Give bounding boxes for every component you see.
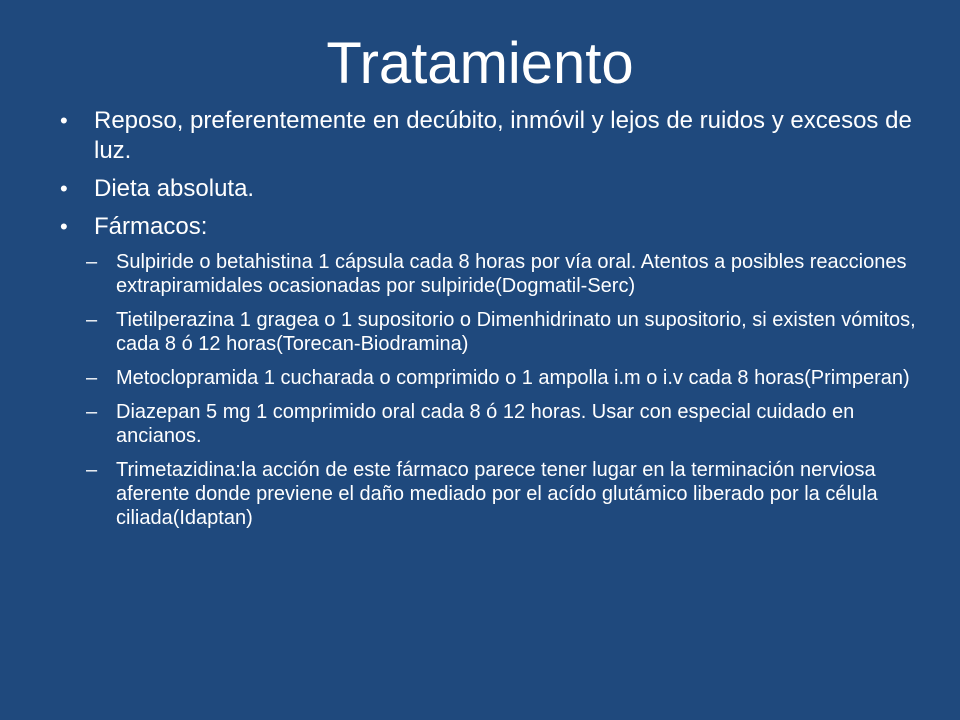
farmaco-item-tietilperazina [74,308,916,356]
farmaco-text: Diazepan 5 mg 1 comprimido oral cada 8 ó 12 horas. Usar con especial cuidado en ancianos. [116,401,855,447]
farmacos-sublist [86,250,916,530]
farmaco-text: Trimetazidina:la acción de este fármaco parece tener lugar en la terminación nerviosa aferente donde previene el daño mediado por el acído glutámico liberado por la célula ciliada(Idaptan) [116,459,878,529]
farmaco-text: Tietilperazina 1 gragea o 1 supositorio o Dimenhidrinato un supositorio, si existen vómitos, cada 8 ó 12 horas(Torecan-Biodramina) [116,309,916,355]
bullet-item-reposo [56,106,916,166]
bullet-text: Reposo, preferentemente en decúbito, inmóvil y lejos de ruidos y excesos de luz. [94,107,912,164]
bullet-icon: • [60,214,68,239]
bullet-item-dieta [56,174,916,204]
dash-icon: – [86,401,98,423]
farmaco-item-trimetazidina [74,458,916,530]
dash-icon: – [86,251,98,273]
dash-icon: – [86,367,98,389]
bullet-text: Fármacos: [94,213,208,240]
bullet-list [56,106,916,530]
farmaco-item-sulpiride [74,250,916,298]
dash-icon: – [86,459,98,481]
farmaco-text: Metoclopramida 1 cucharada o comprimido o 1 ampolla i.m o i.v cada 8 horas(Primperan) [116,367,910,389]
dash-icon: – [86,309,98,331]
farmaco-text: Sulpiride o betahistina 1 cápsula cada 8 horas por vía oral. Atentos a posibles reacciones extrapiramidales ocasionadas por sulpiride(Dogmatil-Serc) [116,251,907,297]
bullet-icon: • [60,108,68,133]
slide-title: Tratamiento [326,31,634,96]
farmaco-item-metoclopramida [74,366,916,390]
bullet-text: Dieta absoluta. [94,175,255,202]
slide-content [56,106,916,540]
farmaco-item-diazepan [74,400,916,448]
bullet-icon: • [60,176,68,201]
bullet-item-farmacos [56,212,916,530]
